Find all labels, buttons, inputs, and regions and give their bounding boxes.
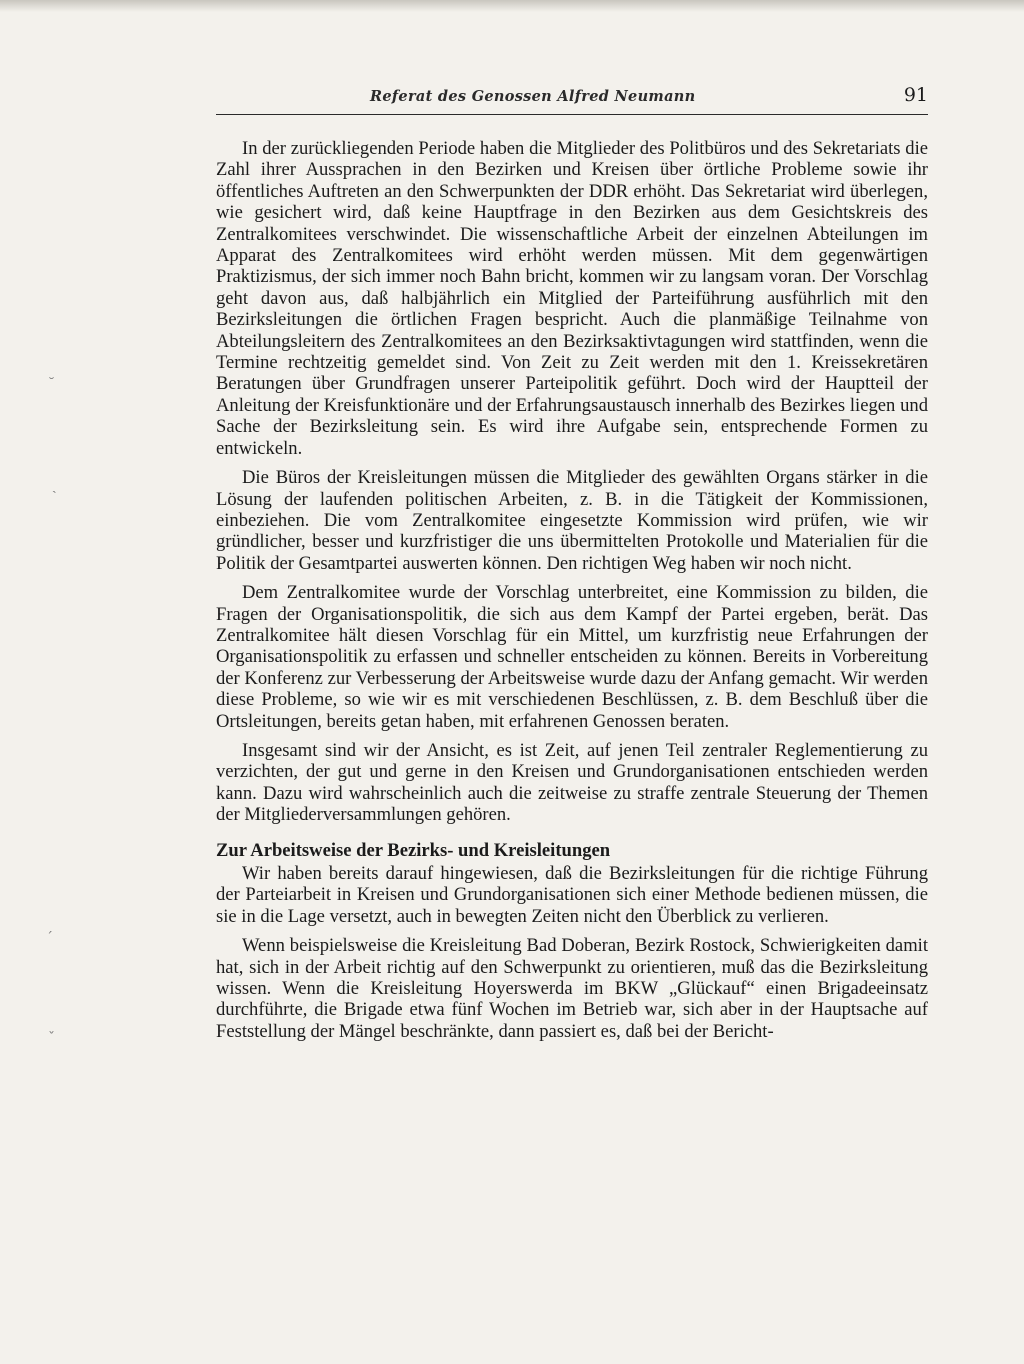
paragraph: Die Büros der Kreisleitungen müssen die Mitglieder des gewählten Organs stärker in die Lösung der laufenden politischen Arbeiten, z. B. in die Tätigkeit der Kommissionen, einbeziehen. Die vom Zentralkomitee eingesetzte Kommission wird prüfen, wie wir gründlicher, besser und kurzfristiger die uns übermittelten Protokolle und Materialien für die Politik der Gesamtpartei auswerten können. Den richtigen Weg haben wir noch nicht. [216,467,928,574]
running-head: Referat des Genossen Alfred Neumann [370,88,696,105]
section-heading: Zur Arbeitsweise der Bezirks- und Kreisleitungen [216,839,611,861]
margin-mark: ˊ [46,930,53,946]
page-top-edge [0,0,1024,12]
paragraph: Insgesamt sind wir der Ansicht, es ist Zeit, auf jenen Teil zentraler Reglementierung zu verzichten, der gut und gerne in den Kreisen und Grundorganisationen entschieden werden kann. Dazu wird wahrscheinlich auch die zeitweise zu straffe zentrale Steuerung der Themen der Mitgliederversammlungen gehören. [216,739,928,826]
margin-mark: ˇ [48,1030,55,1046]
paragraph: Wenn beispielsweise die Kreisleitung Bad Doberan, Bezirk Rostock, Schwierigkeiten damit hat, sich in der Arbeit richtig auf den Schwerpunkt zu orientieren, muß das die Bezirksleitung wissen. Wenn die Kreisleitung Hoyerswerda im BKW „Glückauf“ einen Brigadeeinsatz durchführte, die Brigade etwa fünf Wochen im Betrieb war, sich aber in der Hauptsache auf Feststellung der Mängel beschränkte, dann passiert es, daß bei der Bericht- [216,935,928,1042]
paragraph: Wir haben bereits darauf hingewiesen, daß die Bezirksleitungen für die richtige Führung der Parteiarbeit in Kreisen und Grundorganisationen sich einer Methode bedienen müssen, die sie in die Lage versetzt, auch in bewegten Zeiten nicht den Überblick zu verlieren. [216,863,928,927]
page-number: 91 [903,84,928,106]
body-text [216,138,928,1050]
paragraph: Dem Zentralkomitee wurde der Vorschlag unterbreitet, eine Kommission zu bilden, die Fragen der Organisationspolitik, die sich aus dem Kampf der Partei ergeben, berät. Das Zentralkomitee hält diesen Vorschlag für ein Mittel, um kurzfristig neue Erfahrungen der Organisationspolitik zu erfassen und schneller entscheiden zu können. Bereits in Vorbereitung der Konferenz zur Verbesserung der Arbeitsweise wurde dazu der Anfang gemacht. Wir werden diese Probleme, so wie wir es mit verschiedenen Beschlüssen, z. B. dem Beschluß über die Ortsleitungen, bereits getan haben, mit erfahrenen Genossen beraten. [216,582,928,732]
margin-mark: ˎ [52,478,57,494]
header-rule [216,114,928,115]
paragraph: In der zurückliegenden Periode haben die Mitglieder des Politbüros und des Sekretariats die Zahl ihrer Aussprachen in den Bezirken und Kreisen über örtliche Probleme sowie ihr öffentliches Auftreten an den Schwerpunkten der DDR erhöht. Das Sekretariat wird überlegen, wie gesichert wird, daß keine Hauptfrage in den Bezirken aus dem Gesichtskreis des Zentralkomitees verschwindet. Die wissenschaftliche Arbeit der einzelnen Abteilungen im Apparat des Zentralkomitees wird erhöht werden müssen. Mit dem gegenwärtigen Praktizismus, der sich immer noch Bahn bricht, kommen wir zu langsam voran. Der Vorschlag geht davon aus, daß halbjährlich ein Mitglied der Parteiführung ausführlich mit den Bezirksleitungen die örtlichen Fragen bespricht. Auch die planmäßige Teilnahme von Abteilungsleitern des Zentralkomitees an den Bezirksaktivtagungen wird stattfinden, wenn die Termine rechtzeitig gemeldet sind. Von Zeit zu Zeit werden mit den 1. Kreissekretären Beratungen über Grundfragen unserer Parteipolitik geführt. Doch wird der Hauptteil der Anleitung der Kreisfunktionäre und der Erfahrungsaustausch innerhalb des Bezirkes liegen und Sache der Bezirksleitung sein. Es wird ihre Aufgabe sein, entsprechende Formen zu entwickeln. [216,138,928,459]
page-header [216,86,928,116]
margin-mark: ˘ [48,376,55,392]
